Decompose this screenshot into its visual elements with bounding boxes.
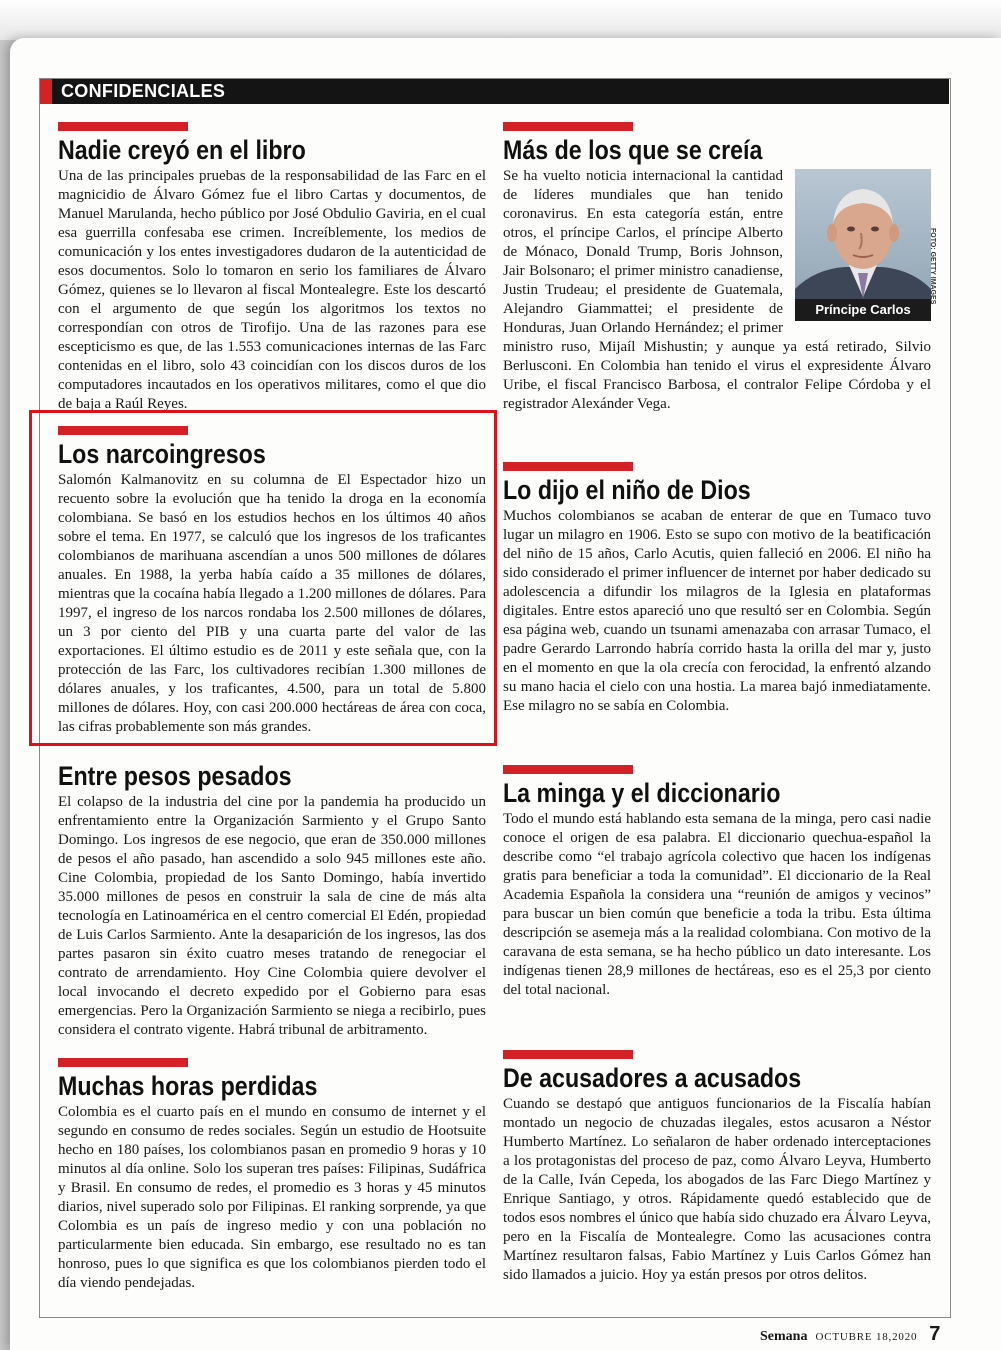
article-body: Colombia es el cuarto país en el mundo en consumo de internet y el segundo en consumo de redes sociales. Según un estudio de Hootsuite hecho en 180 países, los colombianos pasan en promedio 9 horas y 10 minutos al día online. Solo los superan tres países: Filipinas, Sudáfrica y Brasil. En consumo de redes, el promedio es 3 horas y 45 minutos diarios, nivel superado solo por Filipinas. El ranking sorprende, ya que Colombia es un país de ingreso medio y con una población no particularmente bien educada. Sin embargo, ese resultado no es tan honroso, pues lo que significa es que los colombianos pierden todo el día viendo pendejadas. — [58, 1104, 486, 1291]
article-nadie-creyo — [58, 122, 486, 414]
footer-brand: Semana — [760, 1329, 808, 1344]
article-body: Cuando se destapó que antiguos funcionarios de la Fiscalía habían montado un negocio de chuzadas ilegales, estos acusaron a Néstor Humberto Martínez. Lo señalaron de haber ordenado interceptaciones a los protagonistas del proceso de paz, como Álvaro Leyva, Humberto de la Calle, Iván Cepeda, los abogados de las Farc Diego Martínez y Enrique Santiago, y otros. Rápidamente quedó establecido que de todos esos nombres el único que había sido chuzado era Álvaro Leyva, pero en la Fiscalía de Montealegre. Como las acusaciones contra Martínez resultaron falsas, Fabio Martínez y Luis Carlos Gómez han sido llamados a juicio. Hoy ya están presos por otros delitos. — [503, 1096, 931, 1283]
article-title: Muchas horas perdidas — [58, 1071, 318, 1101]
article-body: Todo el mundo está hablando esta semana de la minga, pero casi nadie conoce el origen de esa palabra. El diccionario quechua-español la describe como “el trabajo agrícola colectivo que hacen los indígenas gratis para beneficiar a toda la comunidad”. El diccionario de la Real Academia Española la considera una “reunión de amigos y vecinos” para buscar un bien común que beneficie a toda la tribu. Esta última descripción se asemeja más a la realidad colombiana. Con motivo de la caravana de esta semana, se ha hecho público un dato interesante. Los indígenas tienen 28,9 millones de hectáreas, eso es el 25,3 por ciento del total nacional. — [503, 811, 931, 998]
article-red-bar — [58, 426, 188, 435]
article-title: Los narcoingresos — [58, 439, 266, 469]
article-title: La minga y el diccionario — [503, 778, 781, 808]
article-entre-pesos — [58, 748, 486, 1040]
section-accent — [40, 79, 52, 104]
article-minga — [503, 765, 931, 1000]
section-header — [40, 79, 949, 104]
article-nino-de-dios — [503, 462, 931, 716]
article-body: Una de las principales pruebas de la responsabilidad de las Farc en el magnicidio de Álvaro Gómez fue el libro Cartas y documentos, de Manuel Marulanda, hecho público por José Obdulio Gaviria, en el cual esa guerrilla confesaba ese crimen. Increíblemente, los medios de comunicación y los entes investigadores dudaron de la autenticidad de esos documentos. Solo lo tomaron en serio los familiares de Álvaro Gómez, quienes se lo llevaron al fiscal Montealegre. Este los descartó con el argumento de que según los algoritmos los textos no correspondían con otros de Tirofijo. Una de las razones para ese escepticismo es que, de las 1.553 comunicaciones internas de las Farc contenidas en el libro, solo 43 coincidían con los discos duros de los computadores incautados en los operativos militares, como el que dio de baja a Raúl Reyes. — [58, 168, 486, 412]
article-title: Lo dijo el niño de Dios — [503, 475, 751, 505]
article-red-bar — [503, 1050, 633, 1059]
article-body: Se ha vuelto noticia internacional la cantidad de líderes mundiales que han tenido coronavirus. En esta categoría están, entre otros, el príncipe Carlos, el príncipe Alberto de Mónaco, Donald Trump, Boris Johnson, Jair Bolsonaro; el primer ministro canadiense, Justin Trudeau; el presidente de Guatemala, Alejandro Giammattei; el presidente de Honduras, Juan Orlando Hernández; el primer ministro ruso, Mijaíl Mishustin; y aunque ya está retirado, Silvio Berlusconi. En Colombia han tenido el virus el expresidente Álvaro Uribe, el fiscal Francisco Barbosa, el contralor Felipe Córdoba y el registrador Alexánder Vega. — [503, 168, 931, 412]
article-title: De acusadores a acusados — [503, 1063, 802, 1093]
prince-charles-photo — [795, 169, 931, 321]
article-red-bar — [58, 1058, 188, 1067]
article-title: Más de los que se creía — [503, 135, 763, 165]
page-number: 7 — [929, 1323, 941, 1345]
article-red-bar — [58, 122, 188, 131]
page-footer — [760, 1323, 940, 1346]
article-body: El colapso de la industria del cine por la pandemia ha producido un enfrentamiento entre la Organización Sarmiento y el Grupo Santo Domingo. Los ingresos de ese negocio, que eran de 350.000 millones de pesos el año pasado, han ascendido a solo 945 millones este año. Cine Colombia, propiedad de los Santo Domingo, había invertido 35.000 millones de pesos en construir la sala de cine de más alta tecnología en Latinoamérica en el centro comercial El Edén, propiedad de Luis Carlos Sarmiento. Ante la desaparición de los ingresos, las dos partes pasaron sin éxito cuatro meses tratando de renegociar el contrato de arrendamiento. Hoy Cine Colombia quiere devolver el local invocando el decreto expedido por el Gobierno para esas emergencias. Pero la Organización Sarmiento se niega a recibirlo, pues considera el contrato vigente. Habrá tribunal de arbitramento. — [58, 794, 486, 1038]
footer-date: OCTUBRE 18,2020 — [815, 1331, 918, 1343]
article-narcoingresos — [58, 426, 486, 737]
article-red-bar — [503, 462, 633, 471]
section-title: CONFIDENCIALES — [61, 81, 226, 101]
article-body: Salomón Kalmanovitz en su columna de El Espectador hizo un recuento sobre la evolución que ha tenido la droga en la economía colombiana. Se basó en los estudios hechos en los últimos 40 años sobre el tema. En 1977, se calculó que los ingresos de los traficantes colombianos de marihuana ascendían a unos 500 millones de dólares anuales. En 1988, la yerba había caído a 35 millones de dólares, mientras que la cocaína había llegado a 1.200 millones de dólares. Para 1997, el ingreso de los narcos rondaba los 2.500 millones de dólares, un 3 por ciento del PIB y una cuarta parte del valor de las exportaciones. El último estudio es de 2011 y este señala que, con la protección de las Farc, los cultivadores recibían 1.300 millones de dólares anuales, y los traficantes, 4.500, para un total de 5.800 millones de dólares. Hoy, con casi 200.000 hectáreas de área con coca, las cifras probablemente son más grandes. — [58, 472, 486, 735]
top-shade — [0, 0, 1001, 40]
photo-caption: Príncipe Carlos — [795, 299, 931, 321]
article-red-bar — [503, 122, 633, 131]
article-red-bar — [503, 765, 633, 774]
article-body: Muchos colombianos se acaban de enterar de que en Tumaco tuvo lugar un milagro en 1906. Esto se supo con motivo de la beatificación del niño de 15 años, Carlo Acutis, quien falleció en 2006. El niño ha sido considerado el primer influencer de internet por haber dedicado su adolescencia a difundir los milagros de la Iglesia en plataformas digitales. Entre estos apareció uno que resultó ser en Colombia. Según esa página web, cuando un tsunami amenazaba con arrasar Tumaco, el padre Gerardo Larrondo habría corrido hasta la orilla del mar y, justo en el momento en que la ola crecía con ferocidad, la enfrentó alzando su mano hacia el cielo con una hostia. La marea bajó inmediatamente. Ese milagro no se sabía en Colombia. — [503, 508, 931, 714]
article-mas-de-los — [503, 122, 931, 414]
photo-credit: FOTO: GETTY IMAGES — [929, 228, 936, 305]
article-title: Entre pesos pesados — [58, 761, 292, 791]
article-title: Nadie creyó en el libro — [58, 135, 306, 165]
article-muchas-horas — [58, 1058, 486, 1293]
article-acusadores — [503, 1050, 931, 1285]
